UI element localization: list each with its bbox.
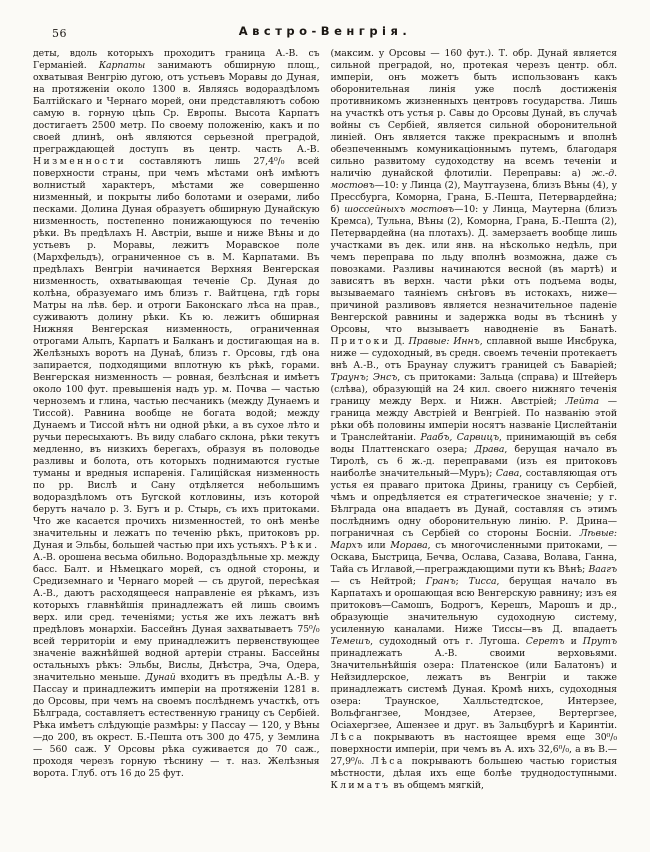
text-run: , берущая начало въ Карпатахъ и орошающая всю Венгерскую равнину; изъ ея притоковъ—Самошъ, Бодрогъ, Керешъ, Марошъ и др., образующіе значительную судоходную систему, усиленную каналами. Ниже Тиссы—въ Д. впадаетъ	[330, 576, 617, 635]
text-run: , принимающій въ себя воды Платтенскаго озера;	[330, 432, 617, 455]
italic-term: Драва	[474, 444, 505, 455]
text-run: — съ Нейтрой;	[330, 576, 426, 587]
text-run: и	[564, 636, 583, 647]
text-run: , съ притоками: Зальца (справа) и Штейеръ (слѣва), образующій на 24 кил. своего нижняго теченія границу между Верх. и Нижн. Австріей;	[330, 372, 617, 407]
italic-term: Гранъ	[425, 576, 456, 587]
text-run: ;	[455, 576, 469, 587]
italic-term: Раабъ, Сарвицъ	[420, 432, 500, 443]
text-columns	[0, 48, 650, 792]
text-run: , берущая начало въ Тиролѣ, съ 6 ж.-д. переправами (изъ ея притоковъ наиболѣе значительный—Муръ);	[330, 444, 617, 479]
text-run: —10: у Линца, Маутерна (близъ Кремса), Тульна, Вѣны (2), Коморна, Грана, Б.-Пешта (2), Петервардейна (на плотахъ). Д. замерзаетъ вообще лишь участками въ дек. или янв. на нѣсколько недѣль, при чемъ переправа по льду вполнѣ возможна, даже съ повозками. Разливы начинаются весной (въ мартѣ) и зависятъ въ верхн. части рѣки отъ подъема воды, вызываемаго таяніемъ снѣговъ въ истокахъ, ниже—причиной разливовъ является незначительное паденіе Венгерской равнины и задержка воды въ тѣснинѣ у Орсовы, что вызываетъ наводненіе въ Банатѣ.	[330, 204, 618, 335]
italic-term: Прутъ	[582, 636, 617, 647]
italic-term: Сава	[495, 468, 520, 479]
italic-term: Лейта	[565, 396, 599, 407]
italic-term: Темешъ	[330, 636, 371, 647]
text-run: (максим. у Орсовы — 160 фут.). Т. обр. Дунай является сильной преградой, но, протекая черезъ центр. обл. имперіи, онъ можетъ быть использованъ какъ оборонительная линія уже послѣ достиженія противникомъ жизненныхъ центровъ государства. Лишь на участкѣ отъ устья р. Савы до Орсовы Дунай, въ случаѣ войны съ Сербіей, является сильной оборонительной линіей. Онъ является также прекраснымъ и вполнѣ обезпеченнымъ комуникаціоннымъ путемъ, благодаря сильно развитому судоходству на всемъ теченіи и наличію дунайской флотиліи. Переправы: а)	[330, 48, 617, 179]
italic-term: ж.-д. мостовъ	[330, 168, 617, 191]
text-run: въ общемъ мягкій,	[390, 780, 484, 791]
text-run: —10: у Линца (2), Маутгаузена, близъ Вѣны (4), у Прессбурга, Коморна, Грана, Б.-Пешта, Петервардейна; б)	[330, 180, 617, 215]
inline-section-heading: Рѣки.	[280, 540, 320, 551]
text-run: принадлежатъ А.-В. своими верховьями. Значительнѣйшія озера: Платенское (или Балатонъ) и Нейзидлерское, лежатъ въ Венгріи и также принадлежатъ системѣ Дуная. Кромѣ нихъ, судоходныя озера: Траунское, Халльстедтское, Интерзее, Вольфгангзее, Мондзее, Атерзее, Вертергзее, Осіахергзее, Ашензее и друг. въ Зальцбургѣ и Каринтіи.	[330, 648, 617, 731]
italic-term: Тисса	[468, 576, 497, 587]
italic-term: Энсъ	[372, 372, 398, 383]
text-run: , съ многочисленными притоками, — Оскава, Быстрица, Бечва, Ослава, Сазава, Волава, Ганна, Тайа съ Иглавой,—преграждающими пути къ Вѣнѣ;	[330, 540, 617, 575]
text-run: или	[362, 540, 391, 551]
text-run: , составляющая отъ устья ея праваго притока Дрины, границу съ Сербіей, чѣмъ и опредѣляется ея стратегическое значеніе; у г. Бѣлграда она впадаетъ въ Дунай, составляя съ этимъ послѣднимъ одну оборонительную линію. Р. Дрина—пограничная съ Сербіей со стороны Босніи.	[330, 468, 617, 539]
text-column-left	[33, 48, 320, 792]
inline-section-heading: Низменности	[33, 156, 127, 167]
inline-section-heading: Лѣса	[371, 756, 405, 767]
italic-term: Лѣвые: Мархъ	[330, 528, 617, 551]
italic-term: шоссейныхъ мостовъ	[344, 204, 455, 215]
text-run: , сплавной выше Инсбрука, ниже — судоходный, въ средн. своемъ теченіи протекаетъ внѣ А.-В., отъ Браунау служитъ границей съ Баваріей;	[330, 336, 617, 371]
text-run: А.-В. орошена весьма обильно. Водораздѣльные хр. между басс. Балт. и Нѣмецкаго морей, съ одной стороны, и Средиземнаго и Чернаго морей — съ другой, пересѣкая А.-В., даютъ расходящееся направленіе ея рѣкамъ, изъ которыхъ главнѣйшія принадлежатъ ей лишь своимъ верх. или сред. теченіями; устья же ихъ лежатъ внѣ предѣловъ монархіи. Бассейнъ Дуная захватываетъ 75⁰/₀ всей территоріи и ему принадлежитъ первенствующее значеніе важнѣйшей водной артеріи страны. Бассейны остальныхъ рѣкъ: Эльбы, Вислы, Днѣстра, Эча, Одера, значительно меньше.	[33, 552, 320, 683]
inline-section-heading: Климатъ	[330, 780, 391, 791]
italic-term: Дунай	[145, 672, 176, 683]
inline-section-heading: Лѣса	[330, 732, 365, 743]
text-column-right	[331, 48, 618, 792]
text-run: занимаютъ обширную площ., охватывая Венгрію дугою, отъ устьевъ Моравы до Дуная, на протяженіи около 1300 в. Являясь водораздѣломъ Балтійскаго и Чернаго морей, они представляютъ собою самую в. горную цѣпь Ср. Европы. Высота Карпатъ достигаетъ 2500 метр. По своему положенію, какъ и по своей длинѣ, онѣ являются серьезной преградой, преграждающей доступъ въ центр. часть А.-В.	[33, 60, 320, 155]
page-header	[0, 24, 650, 42]
italic-term: Правые: Иннъ	[408, 336, 480, 347]
text-run: покрываютъ въ настоящее время еще 30⁰/₀ поверхности имперіи, при чемъ въ А. ихъ 32,6⁰/₀, а въ В.—27,9⁰/₀.	[330, 732, 617, 767]
inline-section-heading: Притоки	[330, 336, 391, 347]
text-run: составляютъ лишь 27,4⁰/₀ всей поверхности страны, при чемъ мѣстами онѣ имѣютъ волнистый характеръ, мѣстами же совершенно низменный, и покрыты либо болотами и озерами, либо песками. Долина Дуная образуетъ обширную Дунайскую низменность, постепенно понижающуюся по теченію рѣки. Въ предѣлахъ Н. Австріи, выше и ниже Вѣны и до устьевъ р. Моравы, лежитъ Моравское поле (Мархфельдъ), ограниченное съ в. М. Карпатами. Въ предѣлахъ Венгріи начинается Верхняя Венгерская низменность, охватывающая теченіе Ср. Дуная до колѣна, образуемаго имъ близъ г. Вайтцена, гдѣ горы Матры на лѣв. бер. и отроги Баконскаго лѣса на прав., суживаютъ долину рѣки. Къ ю. лежитъ обширная Нижняя Венгерская низменность, ограниченная отрогами Альпъ, Карпатъ и Балканъ и достигающая на в. Желѣзныхъ воротъ на Дунаѣ, близъ г. Орсовы, гдѣ она запирается, подходящими вплотную къ рѣкѣ, горами. Венгерская низменность — ровная, безлѣсная и имѣетъ около 100 фут. превышенія надъ ур. м. Почва — частью черноземъ и глина, частью песчаникъ (между Дунаемъ и Тиссой). Равнина вообще не богата водой; между Дунаемъ и Тиссой нѣтъ ни одной рѣки, а въ сухое лѣто и ручьи пересыхаютъ. Въ виду слабаго склона, рѣки текутъ медленно, въ низкихъ берегахъ, образуя въ половодье разливы и болота, отъ которыхъ поднимаются густые туманы и вредныя испаренія. Галиційская низменность по рр. Вислѣ и Сану отдѣляется небольшимъ водораздѣломъ отъ Бугской котловины, изъ которой берутъ начало р. З. Бугъ и р. Стырь, съ ихъ притоками. Что же касается прочихъ низменностей, то онѣ менѣе значительны и лежатъ по теченію рѣкъ, притоковъ рр. Дуная и Эльбы, большей частью при ихъ устьяхъ.	[33, 156, 320, 551]
text-run: — граница между Австріей и Венгріей. По названію этой рѣки обѣ половины имперіи носятъ названіе Цислейтаніи и Транслейтаніи.	[330, 396, 618, 443]
italic-term: Серетъ	[525, 636, 565, 647]
italic-term: Траунъ	[330, 372, 366, 383]
text-run: , судоходный отъ г. Лугоша.	[370, 636, 526, 647]
text-run: покрываютъ большею частью гористыя мѣстности, дѣлая ихъ еще болѣе труднодоступными.	[330, 756, 618, 779]
italic-term: Морава	[390, 540, 428, 551]
text-run: ;	[365, 372, 373, 383]
text-run: Д.	[390, 336, 409, 347]
page-number: 56	[52, 27, 67, 40]
page-title: Австро-Венгрія.	[238, 24, 412, 38]
italic-term: Ваагъ	[588, 564, 617, 575]
italic-term: Карпаты	[98, 60, 146, 71]
text-run: входитъ въ предѣлы А.-В. у Пассау и принадлежитъ имперіи на протяженіи 1281 в. до Орсовы, при чемъ на своемъ послѣднемъ участкѣ, отъ Бѣлграда, составляетъ естественную границу съ Сербіей. Рѣка имѣетъ слѣдующіе размѣры: у Пассау — 120, у Вѣны—до 200, въ окрест. Б.-Пешта отъ 300 до 475, у Землина — 560 саж. У Орсовы рѣка суживается до 70 саж., проходя черезъ горную тѣснину — т. наз. Желѣзныя ворота. Глуб. отъ 16 до 25 фут.	[33, 672, 320, 779]
text-run: деты, вдоль которыхъ проходитъ граница А.-В. съ Германіей.	[33, 48, 320, 71]
